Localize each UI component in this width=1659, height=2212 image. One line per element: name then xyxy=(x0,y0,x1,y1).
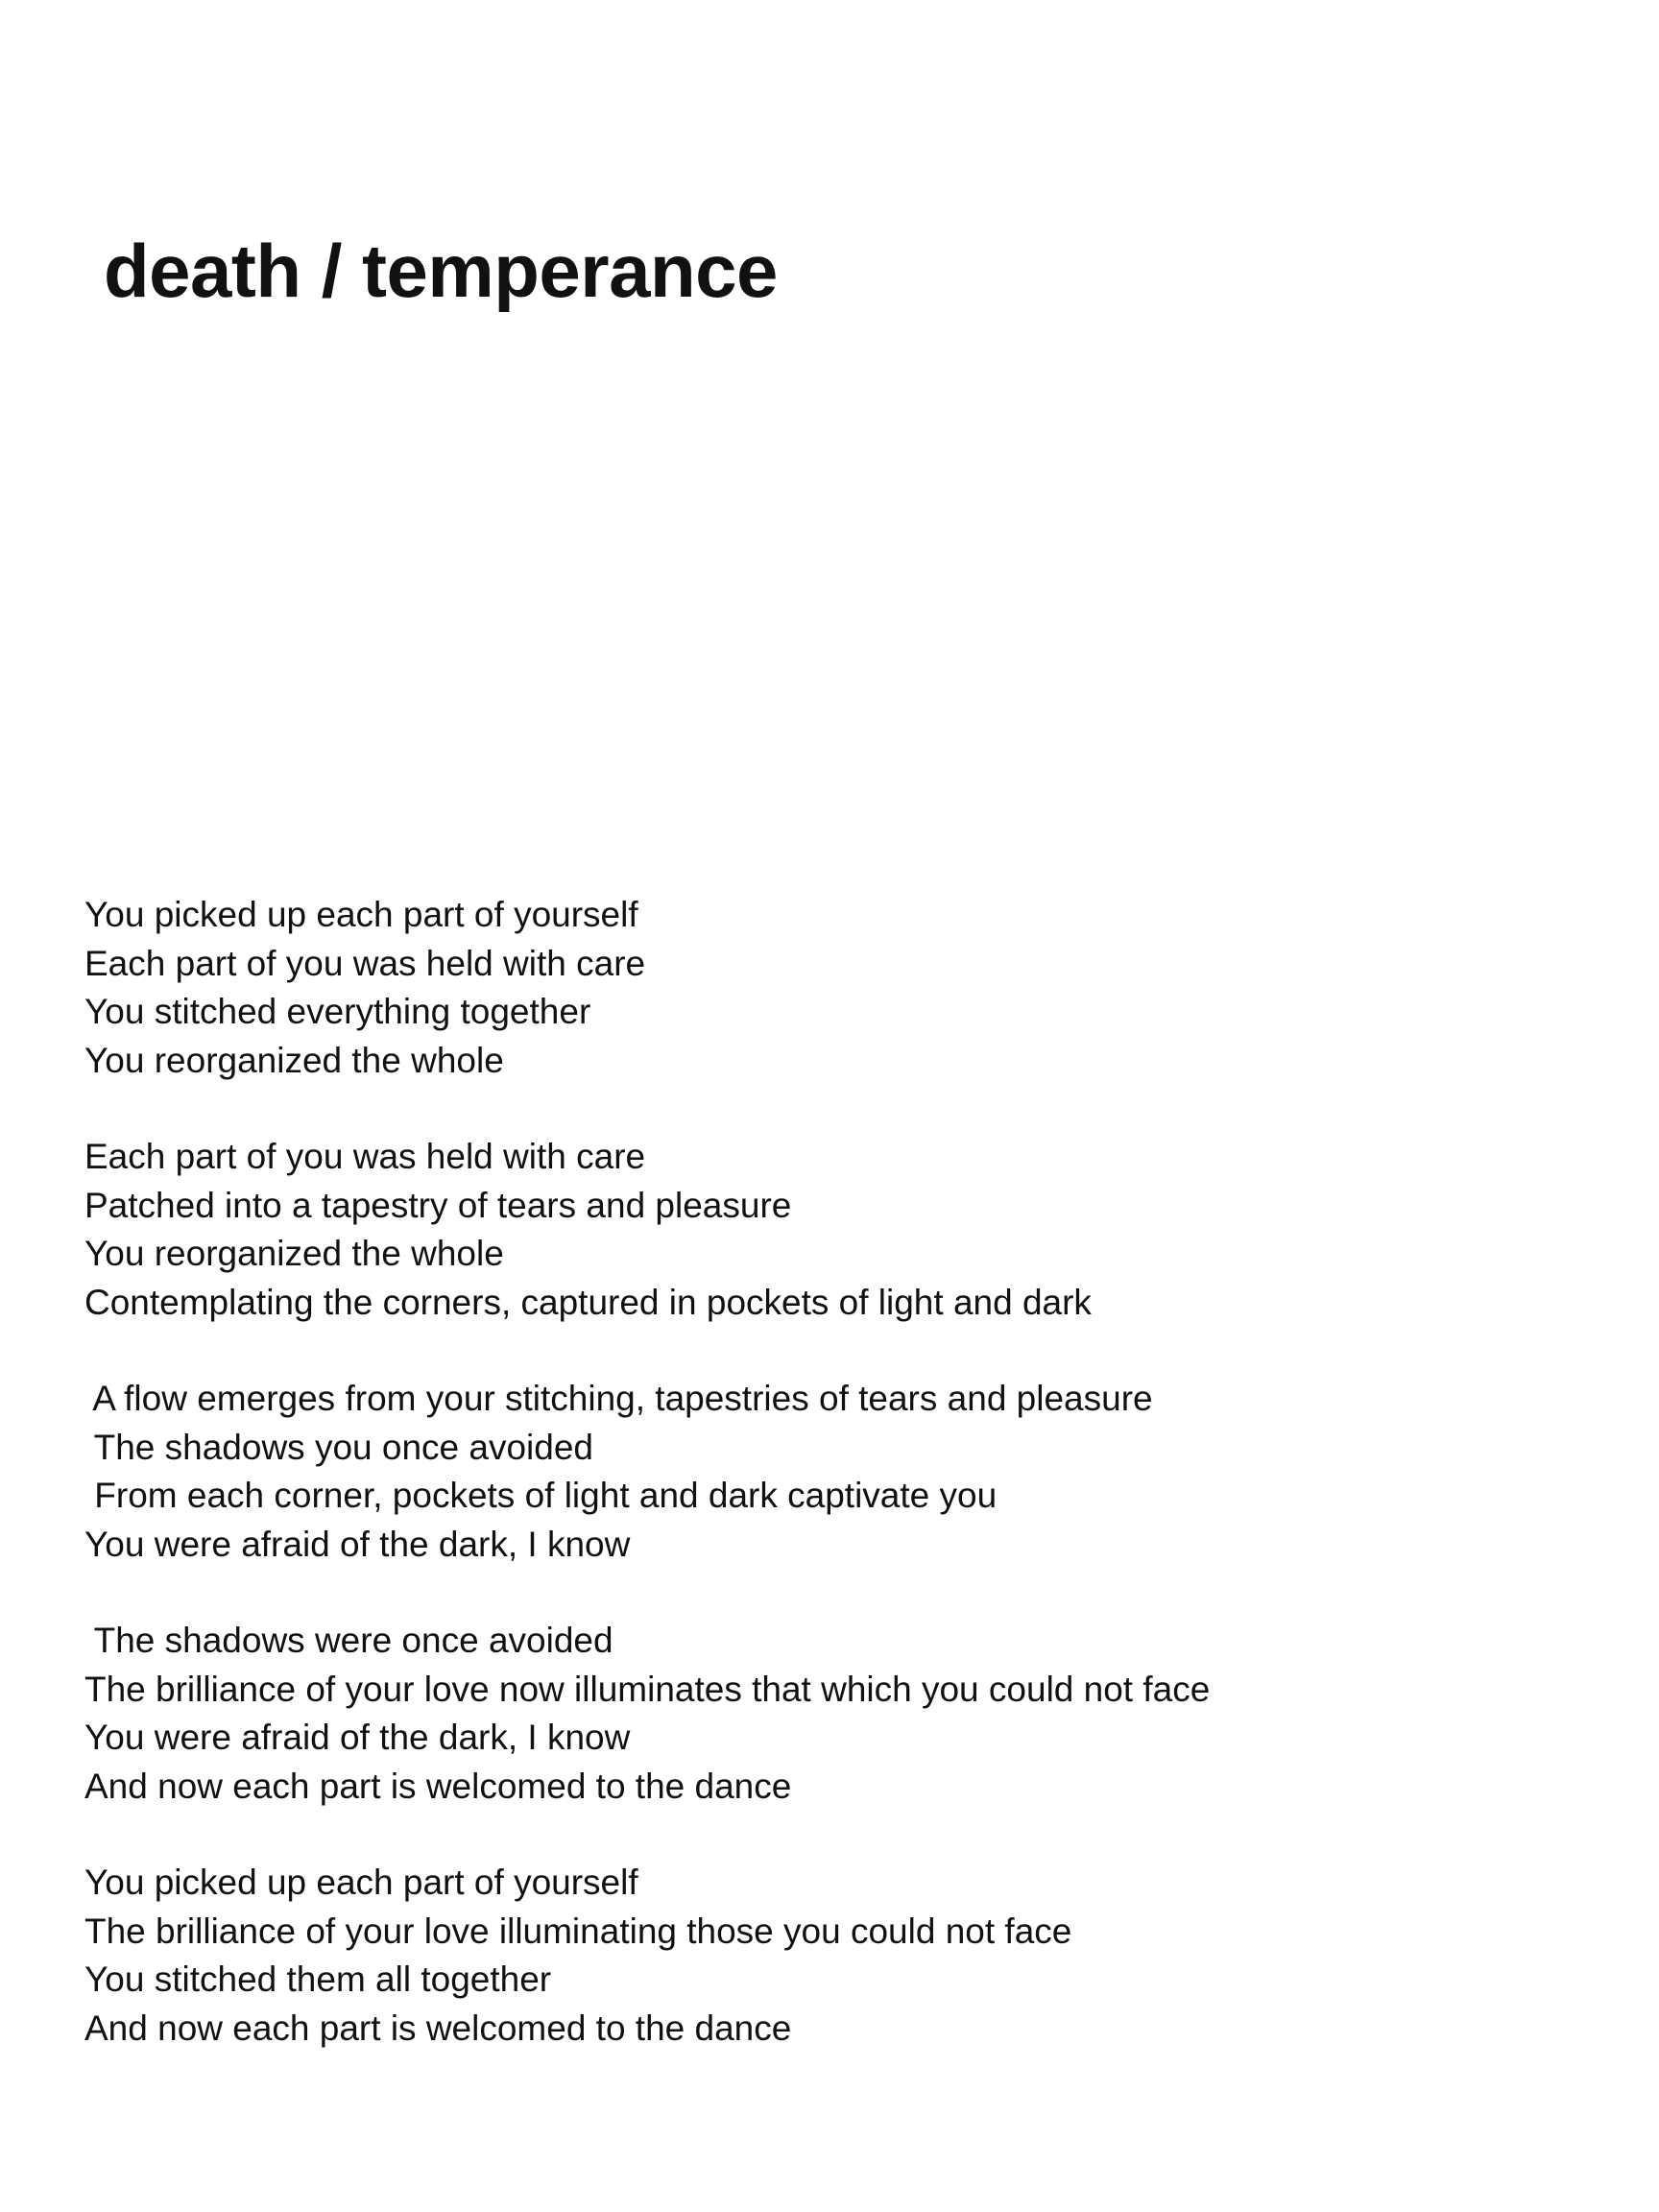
stanza-4 xyxy=(84,1617,1582,1811)
page-title: death / temperance xyxy=(104,228,778,313)
poem-line: Patched into a tapestry of tears and pleasure xyxy=(84,1185,792,1225)
poem-line: From each corner, pockets of light and dark captivate you xyxy=(84,1476,998,1515)
poem-line: You were afraid of the dark, I know xyxy=(84,1524,631,1564)
stanza-3 xyxy=(84,1375,1582,1569)
poem-line: You reorganized the whole xyxy=(84,1040,504,1080)
stanza-2 xyxy=(84,1133,1582,1327)
poem-line: The shadows were once avoided xyxy=(84,1621,613,1660)
poem-line: Each part of you was held with care xyxy=(84,943,646,983)
poem-line: You stitched everything together xyxy=(84,992,591,1031)
poem-line: You picked up each part of yourself xyxy=(84,1863,638,1902)
poem-line: The brilliance of your love now illuminates that which you could not face xyxy=(84,1669,1211,1709)
poem-line: The shadows you once avoided xyxy=(84,1427,594,1467)
poem-body xyxy=(84,891,1582,2101)
poem-line: The brilliance of your love illuminating those you could not face xyxy=(84,1911,1072,1951)
poem-line: You were afraid of the dark, I know xyxy=(84,1718,631,1757)
stanza-5 xyxy=(84,1859,1582,2053)
poem-line: And now each part is welcomed to the dance xyxy=(84,2008,792,2048)
poem-line: Each part of you was held with care xyxy=(84,1137,646,1176)
poem-line: You reorganized the whole xyxy=(84,1234,504,1273)
stanza-1 xyxy=(84,891,1582,1085)
poem-line: And now each part is welcomed to the dance xyxy=(84,1766,792,1806)
poem-line: You stitched them all together xyxy=(84,1960,552,1999)
poem-line: Contemplating the corners, captured in pockets of light and dark xyxy=(84,1282,1092,1322)
poem-line: You picked up each part of yourself xyxy=(84,895,638,934)
poem-line: A flow emerges from your stitching, tapestries of tears and pleasure xyxy=(84,1379,1153,1418)
